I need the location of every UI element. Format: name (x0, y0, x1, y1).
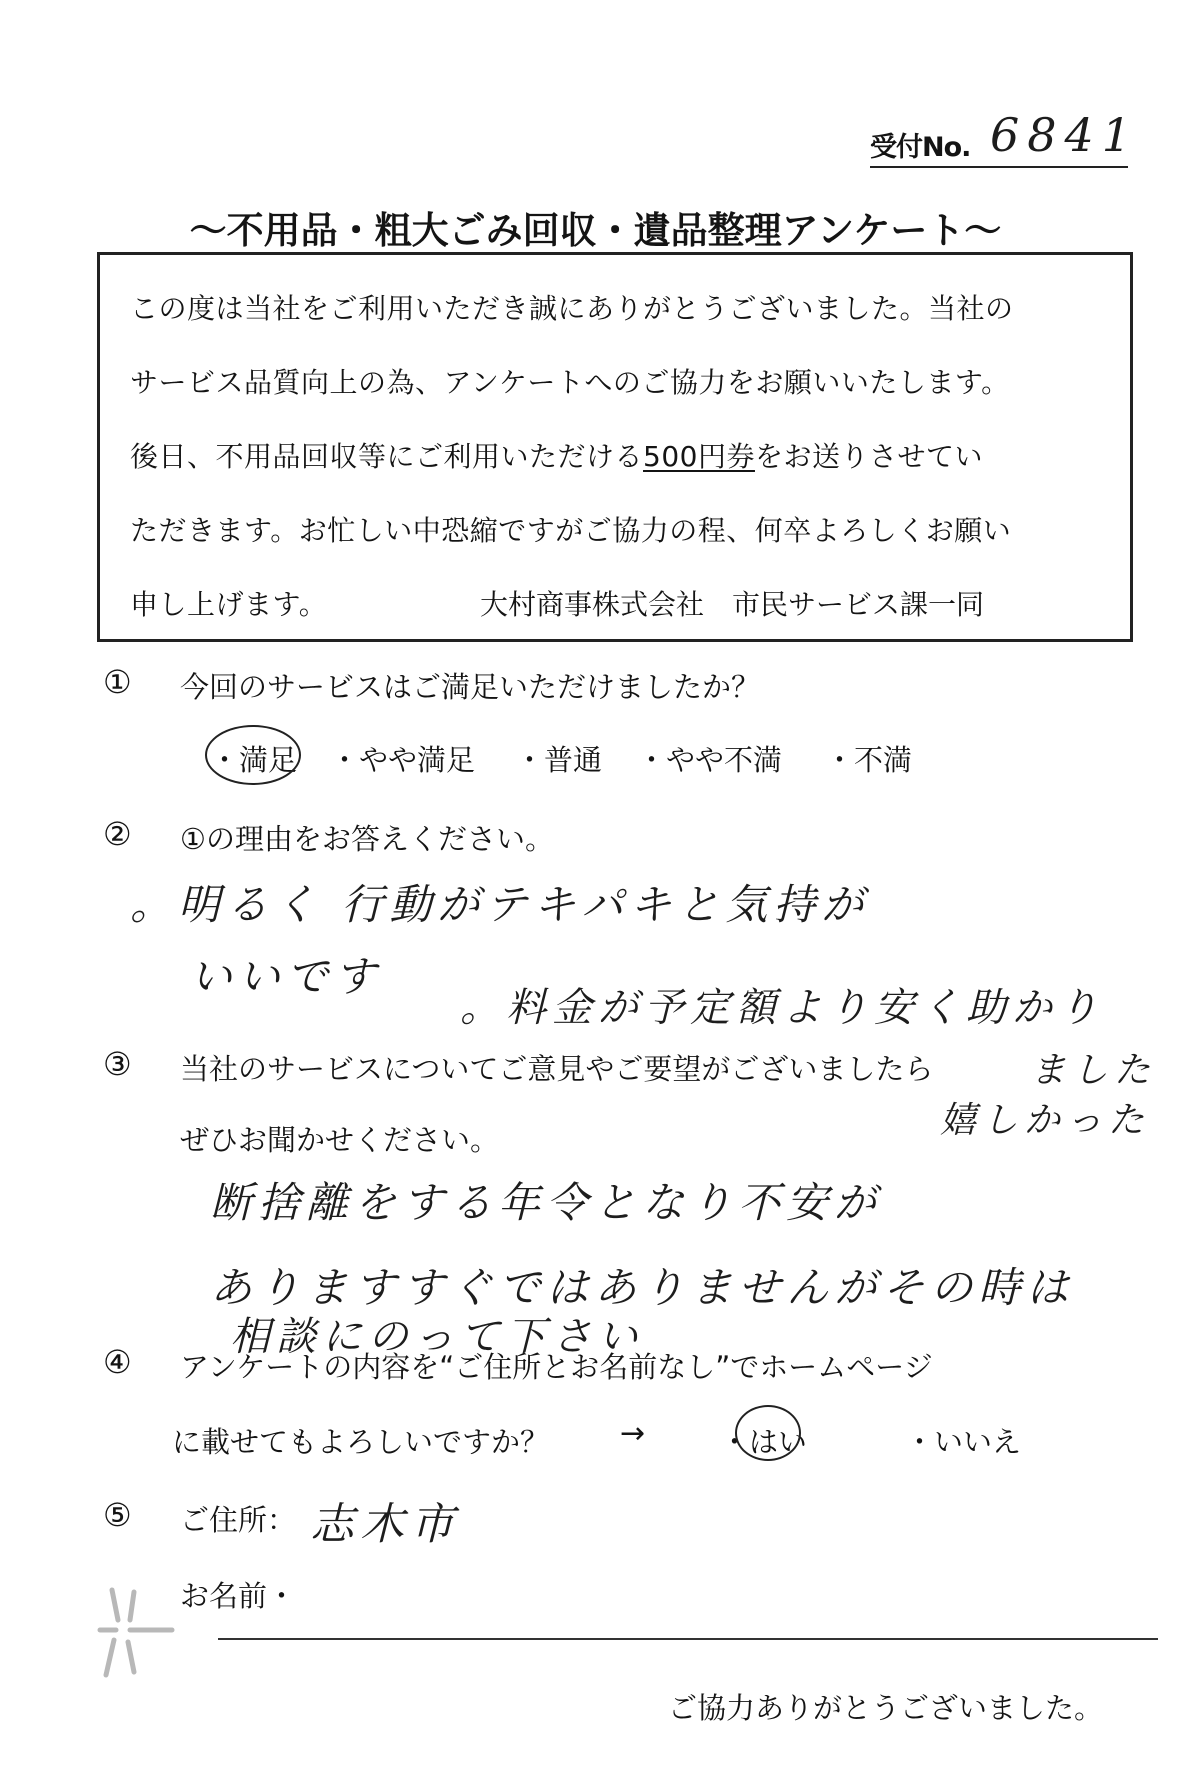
q3-handwritten-answer: 断捨離をする年令となり不安が (210, 1178, 883, 1227)
question-4-text: アンケートの内容を“ご住所とお名前なし”でホームページ (180, 1350, 933, 1384)
q3-handwritten-answer: 相談にのって下さい (230, 1314, 644, 1360)
question-1-text: 今回のサービスはご満足いただけましたか？ (180, 670, 761, 704)
q2-handwritten-answer: いいです (190, 952, 383, 1001)
intro-line: この度は当社をご利用いただき誠にありがとうございました。当社の (130, 292, 1014, 325)
intro-box (97, 252, 1133, 642)
company-signature: 大村商事株式会社 市民サービス課一同 (480, 588, 985, 621)
intro-line-text: をお送りさせてい (754, 440, 983, 473)
q2-handwritten-answer: 。明るく 行動がテキパキと気持が (130, 880, 870, 929)
name-field-line[interactable] (218, 1638, 1158, 1640)
name-label: お名前・ (180, 1579, 297, 1613)
receipt-number-value: 6841 (990, 108, 1140, 162)
intro-line: 申し上げます。 (130, 588, 328, 621)
q1-option-somewhat-satisfied[interactable]: ・やや満足 (330, 743, 476, 777)
intro-line (130, 435, 983, 475)
closing-thanks: ご協力ありがとうございました。 (668, 1691, 1104, 1725)
intro-line-text: 後日、不用品回収等にご利用いただける (130, 440, 644, 473)
q2-handwritten-answer-continued: 嬉しかった (940, 1100, 1151, 1141)
q1-option-satisfied[interactable]: ・満足 (210, 743, 298, 777)
question-4-text: に載せてもよろしいですか？ (172, 1425, 550, 1459)
q4-option-no[interactable]: ・いいえ (905, 1425, 1022, 1459)
question-3-text: ぜひお聞かせください。 (180, 1123, 500, 1157)
q1-option-somewhat-dissatisfied[interactable]: ・やや不満 (637, 743, 783, 777)
receipt-underline (870, 166, 1128, 168)
receipt-label: 受付No. (870, 132, 971, 163)
receipt-number-field (870, 108, 1140, 168)
q4-option-yes[interactable]: ・はい (720, 1425, 808, 1459)
question-number: ⑤ (103, 1496, 132, 1534)
survey-title: ～不用品・粗大ごみ回収・遺品整理アンケート～ (189, 209, 1002, 252)
question-2-text: ①の理由をお答えください。 (180, 822, 554, 856)
q1-selection-circle (205, 725, 301, 785)
decorative-flower-icon (92, 1580, 182, 1690)
q1-option-dissatisfied[interactable]: ・不満 (825, 743, 913, 777)
question-number: ④ (103, 1343, 132, 1381)
address-label: ご住所： (180, 1503, 297, 1537)
question-number: ② (103, 815, 132, 853)
arrow-right-icon: → (620, 1416, 646, 1451)
q2-handwritten-answer: 。料金が予定額より安く助かり (460, 985, 1104, 1031)
question-number: ③ (103, 1045, 132, 1083)
q3-handwritten-answer: ありますすぐではありませんがその時は (210, 1263, 1075, 1312)
q1-option-average[interactable]: ・普通 (515, 743, 603, 777)
q2-handwritten-answer-continued: ました (1030, 1050, 1157, 1091)
intro-line: サービス品質向上の為、アンケートへのご協力をお願いいたします。 (130, 366, 1010, 399)
intro-line: ただきます。お忙しい中恐縮ですがご協力の程、何卒よろしくお願い (130, 514, 1012, 547)
question-number: ① (103, 663, 132, 701)
q4-selection-circle (735, 1405, 801, 1461)
address-value[interactable]: 志木市 (310, 1499, 460, 1550)
question-3-text: 当社のサービスについてご意見やご要望がございましたら (180, 1052, 934, 1086)
voucher-amount: 500円券 (643, 440, 755, 473)
